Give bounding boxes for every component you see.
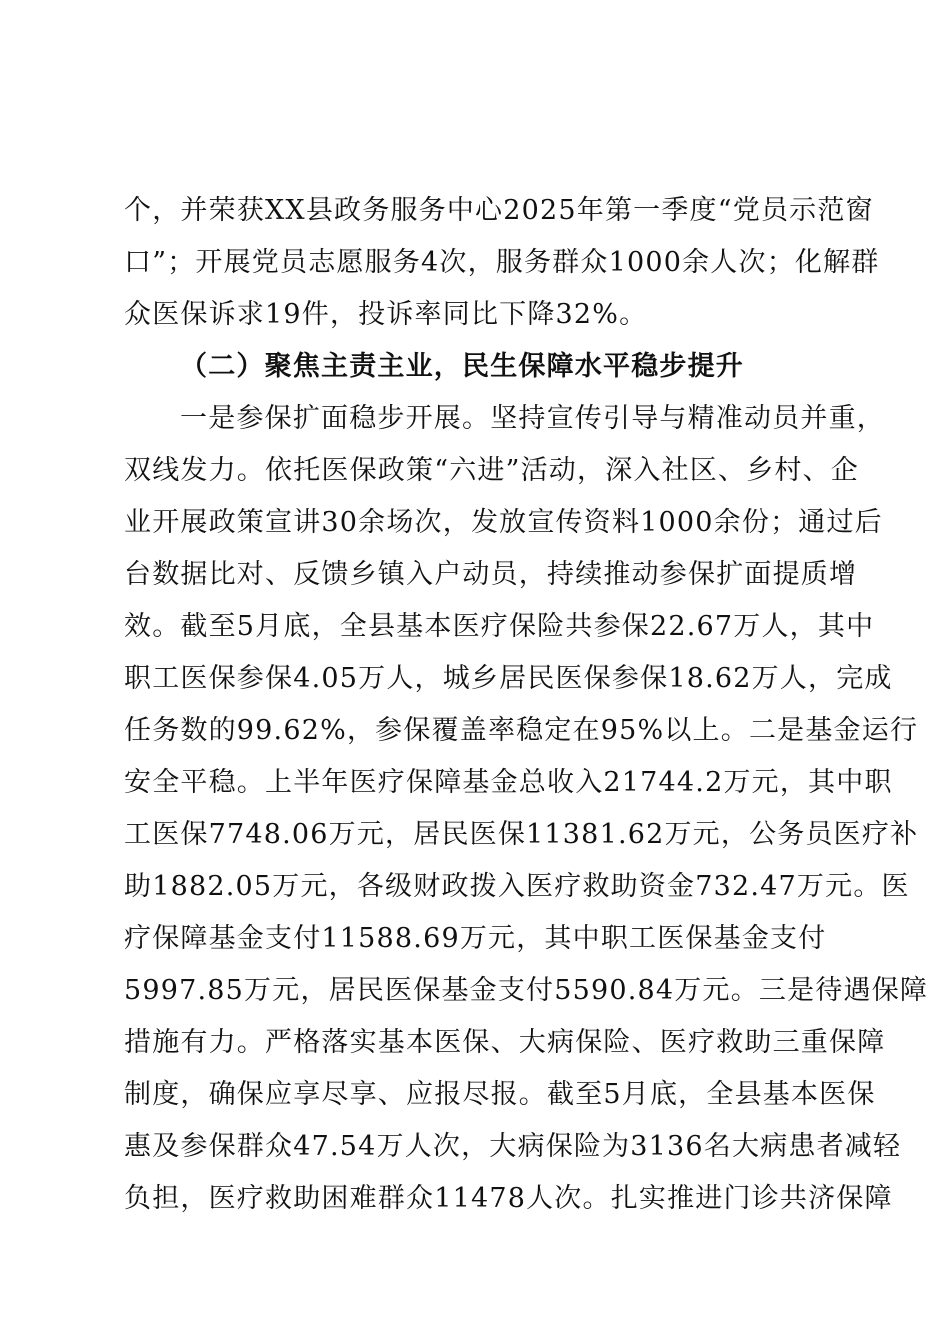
text-line: 个，并荣获XX县政务服务中心2025年第一季度“党员示范窗: [124, 195, 874, 226]
text-line: 安全平稳。上半年医疗保障基金总收入21744.2万元，其中职: [124, 767, 893, 798]
text-line: 助1882.05万元，各级财政拨入医疗救助资金732.47万元。医: [124, 871, 910, 902]
text-line: 惠及参保群众47.54万人次，大病保险为3136名大病患者减轻: [124, 1131, 902, 1162]
text-line: 台数据比对、反馈乡镇入户动员，持续推动参保扩面提质增: [124, 559, 858, 590]
text-line: 制度，确保应享尽享、应报尽报。截至5月底，全县基本医保: [124, 1079, 876, 1110]
text-line: 工医保7748.06万元，居民医保11381.62万元，公务员医疗补: [124, 819, 919, 850]
text-line: 口”；开展党员志愿服务4次，服务群众1000余人次；化解群: [124, 247, 880, 278]
text-line: 疗保障基金支付11588.69万元，其中职工医保基金支付: [124, 923, 827, 954]
text-line: 效。截至5月底，全县基本医疗保险共参保22.67万人，其中: [124, 611, 875, 642]
text-line: 措施有力。严格落实基本医保、大病保险、医疗救助三重保障: [124, 1027, 886, 1058]
text-line: 众医保诉求19件，投诉率同比下降32%。: [124, 299, 648, 330]
text-line: 业开展政策宣讲30余场次，发放宣传资料1000余份；通过后: [124, 507, 883, 538]
text-line: 5997.85万元，居民医保基金支付5590.84万元。三是待遇保障: [124, 975, 929, 1006]
text-line: 负担，医疗救助困难群众11478人次。扎实推进门诊共济保障: [124, 1183, 893, 1214]
text-line: 任务数的99.62%，参保覆盖率稳定在95%以上。二是基金运行: [124, 715, 919, 746]
text-line: 双线发力。依托医保政策“六进”活动，深入社区、乡村、企: [124, 455, 860, 486]
section-heading: （二）聚焦主责主业，民生保障水平稳步提升: [180, 351, 744, 382]
text-line: 职工医保参保4.05万人，城乡居民医保参保18.62万人，完成: [124, 663, 893, 694]
paragraph-first-line: 一是参保扩面稳步开展。坚持宣传引导与精准动员并重，: [180, 403, 885, 434]
